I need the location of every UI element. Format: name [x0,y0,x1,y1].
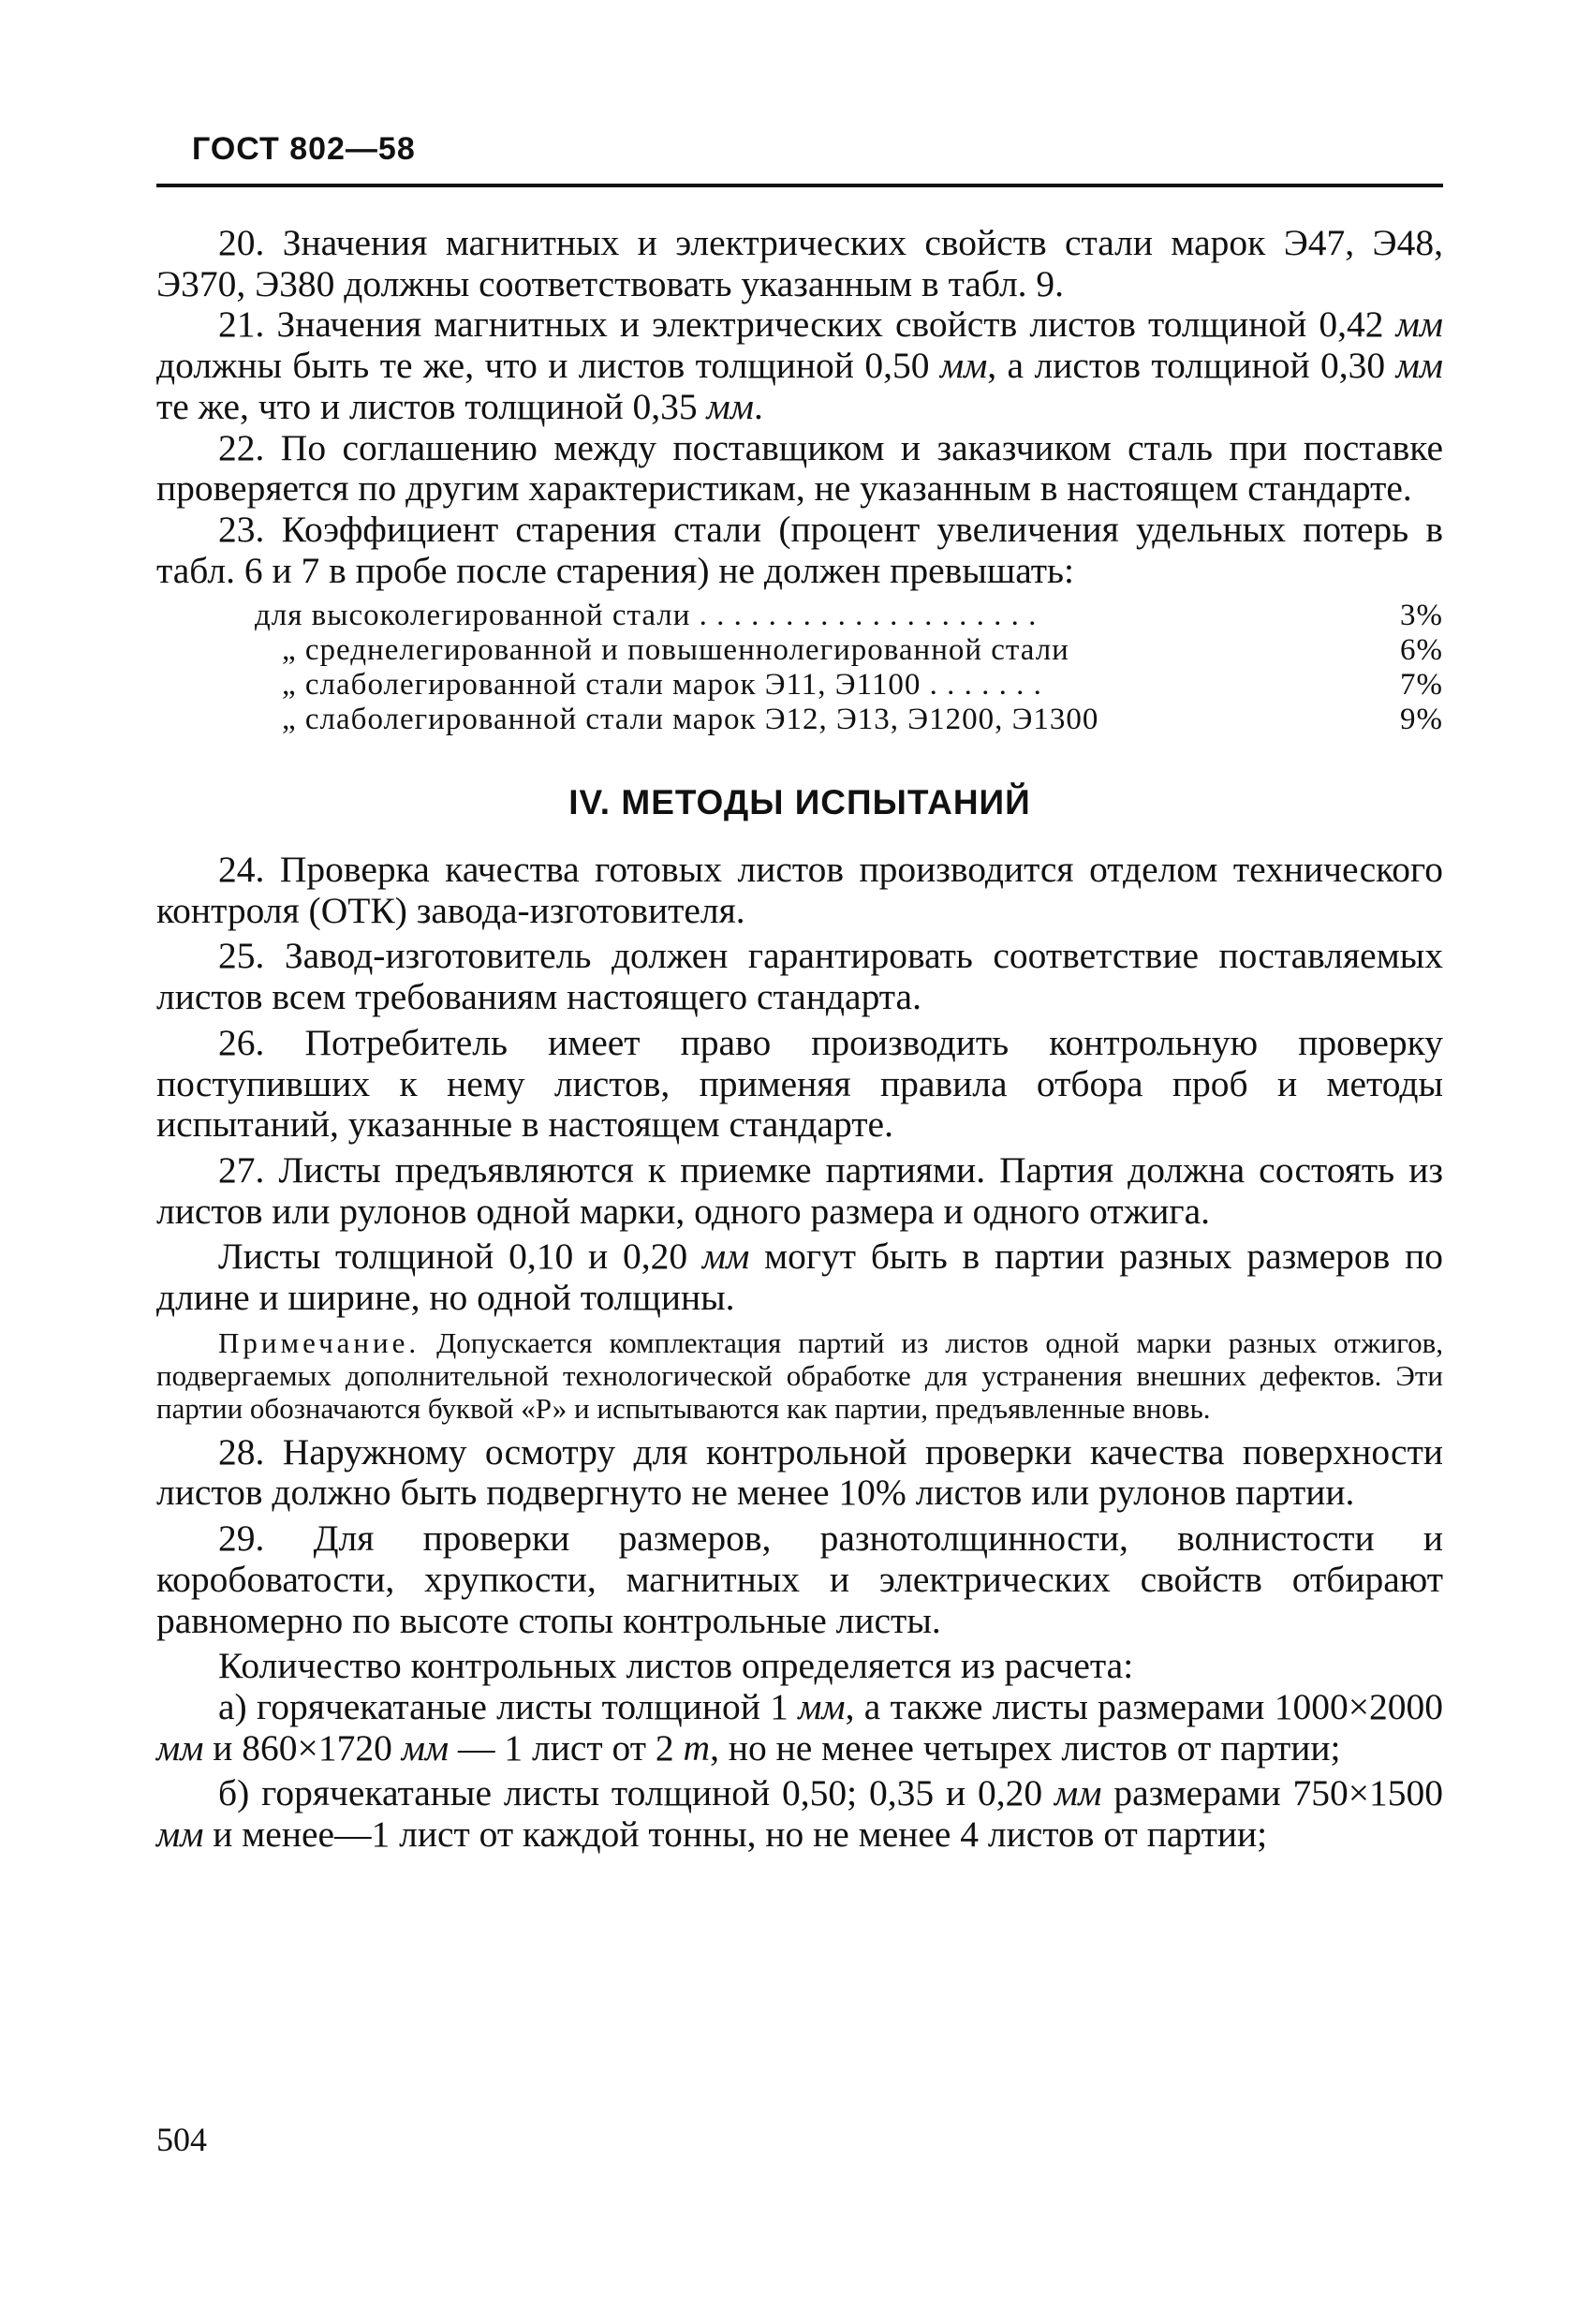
aging-row-label: для высоколегированной стали . . . . . . . . . . . . . . . . . . . . [255,599,1038,633]
unit-mm: мм [1395,303,1443,346]
note [156,1326,1443,1425]
header-rule [156,184,1443,187]
unit-t: т [683,1726,711,1769]
item-a-text-3: и 860×1720 [203,1726,402,1769]
running-header: ГОСТ 802—58 [192,131,416,167]
paragraph-21-text-a: 21. Значения магнитных и электрических свойств листов толщиной 0,42 [218,303,1396,346]
unit-mm: мм [156,1813,204,1856]
paragraph-21-text-d: те же, что и листов толщиной 0,35 [156,385,707,427]
paragraph-26: 26. Потребитель имеет право производить контрольную проверку поступивших к нему листов, применяя правила отбора проб и методы испытаний, указанные в настоящем стандарте. [156,1021,1443,1146]
unit-mm: мм [706,385,754,427]
item-a-text-2: , а также листы размерами 1000×2000 [845,1685,1443,1727]
aging-row [156,633,1443,668]
paragraph-21-text-b: должны быть те же, что и листов толщиной 0,50 [156,345,940,387]
paragraph-27b-text-b: могут быть в партии разных размеров по длине и ширине, но одной толщины. [156,1236,1443,1319]
unit-mm: мм [701,1236,750,1278]
item-a-text-1: а) горячекатаные листы толщиной 1 [218,1685,799,1727]
paragraph-21 [156,304,1443,427]
paragraph-29-continued: Количество контрольных листов определяется из расчета: [218,1645,1134,1687]
page-body [156,223,1443,1856]
paragraph-21-text-c: , а листов толщиной 0,30 [987,345,1396,387]
item-b-text-3: и менее—1 лист от каждой тонны, но не менее 4 листов от партии; [203,1813,1268,1856]
unit-mm: мм [939,345,988,387]
aging-row-label: „ слаболегированной стали марок Э12, Э13, Э1200, Э1300 [282,703,1099,737]
section-title: IV. МЕТОДЫ ИСПЫТАНИЙ [568,783,1031,822]
unit-mm: мм [1395,345,1443,387]
unit-mm: мм [1054,1772,1102,1814]
note-label: Примечание. [218,1325,420,1359]
paragraph-22: 22. По соглашению между поставщиком и заказчиком сталь при поставке проверяется по другим характеристикам, не указанным в настоящем стандарте. [156,426,1443,510]
item-b-text-2: размерами 750×1500 [1101,1772,1443,1814]
paragraph-21-text-e: . [753,385,763,427]
unit-mm: мм [798,1685,846,1727]
paragraph-23: 23. Коэффициент старения стали (процент увеличения удельных потерь в табл. 6 и 7 в пробе после старения) не должен превышать: [156,508,1443,591]
item-b [156,1773,1443,1855]
item-b-text-1: б) горячекатаные листы толщиной 0,50; 0,35 и 0,20 [218,1772,1055,1814]
aging-row-label: „ среднелегированной и повышеннолегированной стали [282,633,1069,668]
paragraph-28: 28. Наружному осмотру для контрольной проверки качества поверхности листов должно быть подвергнуто не менее 10% листов или рулонов партии. [156,1430,1443,1514]
paragraph-29: 29. Для проверки размеров, разнотолщинности, волнистости и коробоватости, хрупкости, магнитных и электрических свойств отбирают равномерно по высоте стопы контрольные листы. [156,1517,1443,1641]
unit-mm: мм [401,1726,450,1769]
paragraph-20: 20. Значения магнитных и электрических свойств стали марок Э47, Э48, Э370, Э380 должны соответствовать указанным в табл. 9. [156,222,1443,304]
item-a-text-4: — 1 лист от 2 [449,1726,684,1769]
aging-row [156,599,1443,633]
aging-row-value: 9% [1400,703,1443,737]
aging-row [156,668,1443,703]
paragraph-27: 27. Листы предъявляются к приемке партиями. Партия должна состоять из листов или рулонов одной марки, одного размера и одного отжига. [156,1148,1443,1232]
paragraph-27-continued [156,1236,1443,1318]
item-a-text-5: , но не менее четырех листов от партии; [710,1726,1341,1769]
aging-row-value: 6% [1400,633,1443,668]
aging-coefficient-list [156,599,1443,737]
paragraph-25: 25. Завод-изготовитель должен гарантировать соответствие поставляемых листов всем требованиям настоящего стандарта. [156,935,1443,1018]
aging-row-label: „ слаболегированной стали марок Э11, Э1100 . . . . . . . [282,668,1042,703]
page-number: 504 [156,2121,207,2158]
item-a [156,1687,1443,1769]
aging-row [156,703,1443,737]
paragraph-27b-text-a: Листы толщиной 0,10 и 0,20 [218,1236,702,1278]
note-text: Допускается комплектация партий из листов одной марки разных отжигов, подвергаемых дополнительной технологической обработке для устранения внешних дефектов. Эти партии обозначаются буквой «Р» и испытываются как партии, предъявленные вновь. [156,1325,1443,1425]
aging-row-value: 3% [1400,599,1443,633]
aging-row-value: 7% [1400,668,1443,703]
unit-mm: мм [156,1726,204,1769]
paragraph-24: 24. Проверка качества готовых листов производится отделом технического контроля (ОТК) завода-изготовителя. [156,849,1443,931]
